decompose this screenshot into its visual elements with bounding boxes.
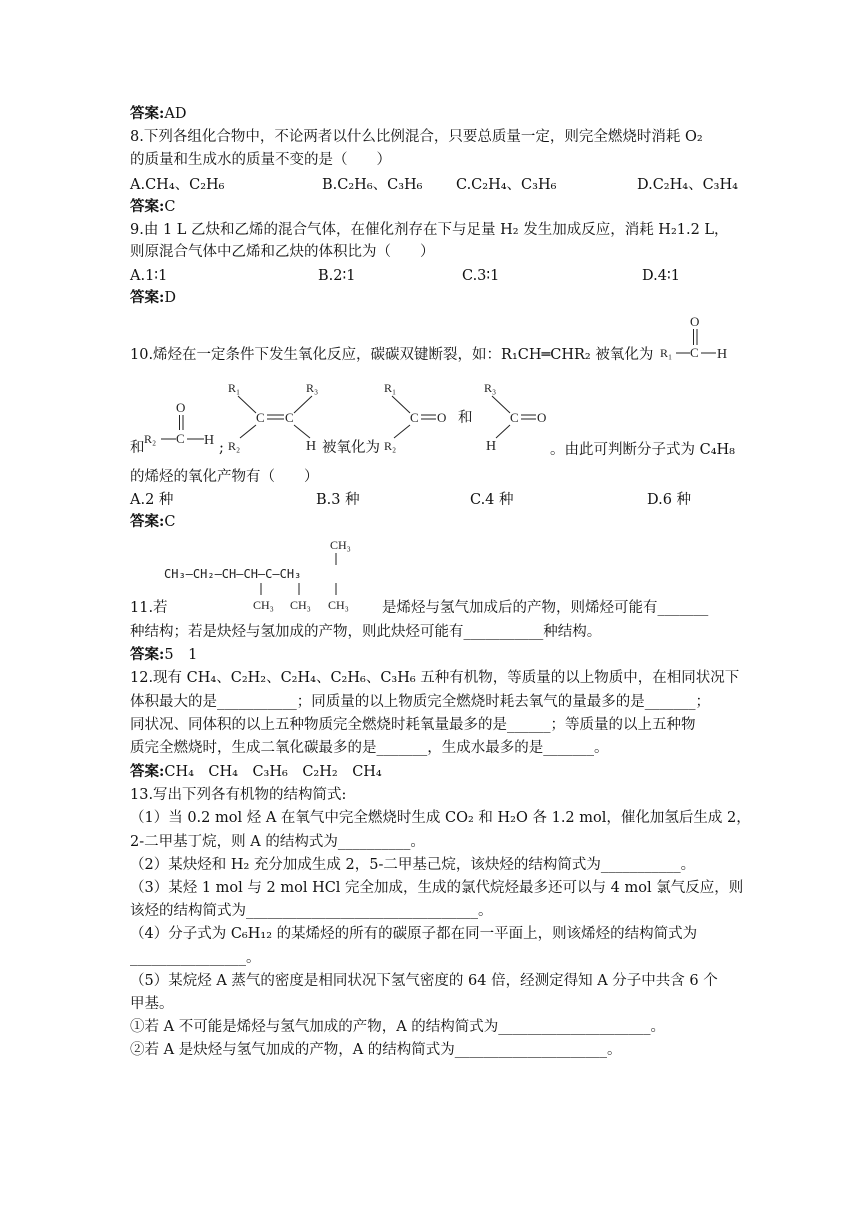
q11-stem-line2: 种结构；若是炔烃与氢加成的产物，则此炔烃可能有___________种结构。 [130, 624, 602, 640]
q9-option-b: B.2∶1 [318, 268, 356, 284]
atom-r1: R₁ [228, 381, 241, 395]
atom-h: H [717, 347, 728, 362]
q10-semicolon: ; [219, 440, 224, 456]
atom-o: O [176, 400, 186, 415]
atom-r1: R₁ [660, 346, 673, 360]
q12-stem-line2: 体积最大的是___________；同质量的以上物质完全燃烧时耗去氧气的量最多的是_______； [130, 694, 710, 710]
ketone-structure [380, 378, 460, 454]
q7-answer: 答案:AD [130, 105, 187, 122]
q11-ruo: 11.若 [130, 600, 168, 616]
atom-r2: R₂ [384, 439, 397, 453]
aldehyde-structure-r3 [480, 378, 560, 454]
q13-part5-line2: 甲基。 [130, 996, 174, 1012]
q11-answer: 答案:5 1 [130, 646, 198, 663]
q10-option-a: A.2 种 [130, 492, 174, 508]
main-chain: CH₃—CH₂—CH—CH—C—CH₃ [164, 567, 302, 581]
aldehyde-structure-r1 [660, 312, 740, 368]
branch-methyl-3: CH₃ [328, 598, 349, 612]
q13-part2: （2）某炔烃和 H₂ 充分加成生成 2，5-二甲基己烷，该炔烃的结构简式为___________。 [130, 857, 696, 873]
atom-c1: C [256, 410, 265, 425]
atom-o: O [690, 314, 700, 329]
atom-c: C [176, 431, 185, 446]
q11-alkane-structure [160, 533, 400, 613]
q10-beiyanghua: 被氧化为 [322, 440, 380, 456]
q10-stem-line3: 的烯烃的氧化产物有（ ） [130, 469, 319, 485]
q8-option-b: B.C₂H₆、C₃H₆ [322, 177, 423, 193]
q13-part3-line1: （3）某烃 1 mol 与 2 mol HCl 完全加成，生成的氯代烷烃最多还可以与 4 mol 氯气反应，则 [130, 880, 744, 896]
q13-part5-sub1: ①若 A 不可能是烯烃与氢气加成的产物，A 的结构简式为_____________________。 [130, 1019, 666, 1035]
atom-c: C [510, 410, 519, 425]
q10-he: 和 [130, 440, 145, 456]
atom-r2: R₂ [144, 432, 157, 446]
atom-r3: R₃ [306, 381, 319, 395]
q13-part5-line1: （5）某烷烃 A 蒸气的密度是相同状况下氢气密度的 64 倍，经测定得知 A 分子中共含 6 个 [130, 973, 718, 989]
q10-stem-line1: 10.烯烃在一定条件下发生氧化反应，碳碳双键断裂，如：R₁CH═CHR₂ 被氧化为 [130, 347, 654, 363]
branch-methyl-1: CH₃ [253, 598, 274, 612]
atom-h: H [306, 439, 317, 454]
q10-option-c: C.4 种 [470, 492, 514, 508]
atom-r1: R₁ [384, 381, 397, 395]
atom-o: O [537, 410, 547, 425]
atom-r3: R₃ [484, 381, 497, 395]
q8-option-a: A.CH₄、C₂H₆ [130, 177, 225, 193]
q9-option-c: C.3∶1 [462, 268, 500, 284]
atom-h: H [486, 439, 497, 454]
alkene-structure [226, 378, 326, 454]
q8-option-c: C.C₂H₄、C₃H₆ [456, 177, 557, 193]
atom-h: H [204, 433, 215, 448]
q13-title: 13.写出下列各有机物的结构简式: [130, 787, 347, 803]
q9-option-d: D.4∶1 [642, 268, 680, 284]
q10-option-d: D.6 种 [647, 492, 692, 508]
q8-stem-line1: 8.下列各组化合物中，不论两者以什么比例混合，只要总质量一定，则完全燃烧时消耗 O₂ [130, 129, 703, 145]
atom-r2: R₂ [228, 439, 241, 453]
q13-part1-line1: （1）当 0.2 mol 烃 A 在氧气中完全燃烧时生成 CO₂ 和 H₂O 各 1.2 mol，催化加氢后生成 2， [130, 810, 751, 826]
q12-stem-line3: 同状况、同体积的以上五种物质完全燃烧时耗氧量最多的是______；等质量的以上五种物 [130, 717, 696, 733]
q8-answer: 答案:C [130, 198, 176, 215]
q10-tail: 。由此可判断分子式为 C₄H₈ [550, 442, 735, 458]
atom-c2: C [285, 410, 294, 425]
q13-part5-sub2: ②若 A 是炔烃与氢气加成的产物，A 的结构简式为_____________________。 [130, 1042, 622, 1058]
q8-stem-line2: 的质量和生成水的质量不变的是（ ） [130, 152, 391, 168]
atom-o: O [437, 410, 447, 425]
atom-c: C [690, 345, 699, 360]
q8-option-d: D.C₂H₄、C₃H₄ [637, 177, 738, 193]
q11-stem-line1: 是烯烃与氢气加成后的产物，则烯烃可能有_______ [382, 600, 709, 616]
q9-stem-line1: 9.由 1 L 乙炔和乙烯的混合气体，在催化剂存在下与足量 H₂ 发生加成反应，消耗 H₂1.2 L， [130, 222, 729, 238]
q10-he2: 和 [458, 410, 473, 426]
aldehyde-structure-r2 [144, 398, 224, 454]
q12-stem-line4: 质完全燃烧时，生成二氧化碳最多的是_______，生成水最多的是_______。 [130, 740, 609, 756]
q10-option-b: B.3 种 [316, 492, 360, 508]
branch-methyl-2: CH₃ [290, 598, 311, 612]
q13-part4-line2: ________________。 [130, 950, 261, 966]
q12-answer: 答案:CH₄ CH₄ C₃H₆ C₂H₂ CH₄ [130, 763, 382, 780]
q9-answer: 答案:D [130, 289, 176, 306]
q10-answer: 答案:C [130, 513, 176, 530]
top-methyl: CH₃ [330, 538, 351, 552]
q9-option-a: A.1∶1 [130, 268, 168, 284]
q13-part4-line1: （4）分子式为 C₆H₁₂ 的某烯烃的所有的碳原子都在同一平面上，则该烯烃的结构简式为 [130, 926, 698, 942]
q13-part3-line2: 该烃的结构简式为________________________________。 [130, 903, 493, 919]
q12-stem-line1: 12.现有 CH₄、C₂H₂、C₂H₄、C₂H₆、C₃H₆ 五种有机物，等质量的以上物质中，在相同状况下 [130, 670, 740, 686]
q13-part1-line2: 2-二甲基丁烷，则 A 的结构式为__________。 [130, 834, 425, 850]
atom-c: C [410, 410, 419, 425]
q9-stem-line2: 则原混合气体中乙烯和乙炔的体积比为（ ） [130, 244, 435, 260]
